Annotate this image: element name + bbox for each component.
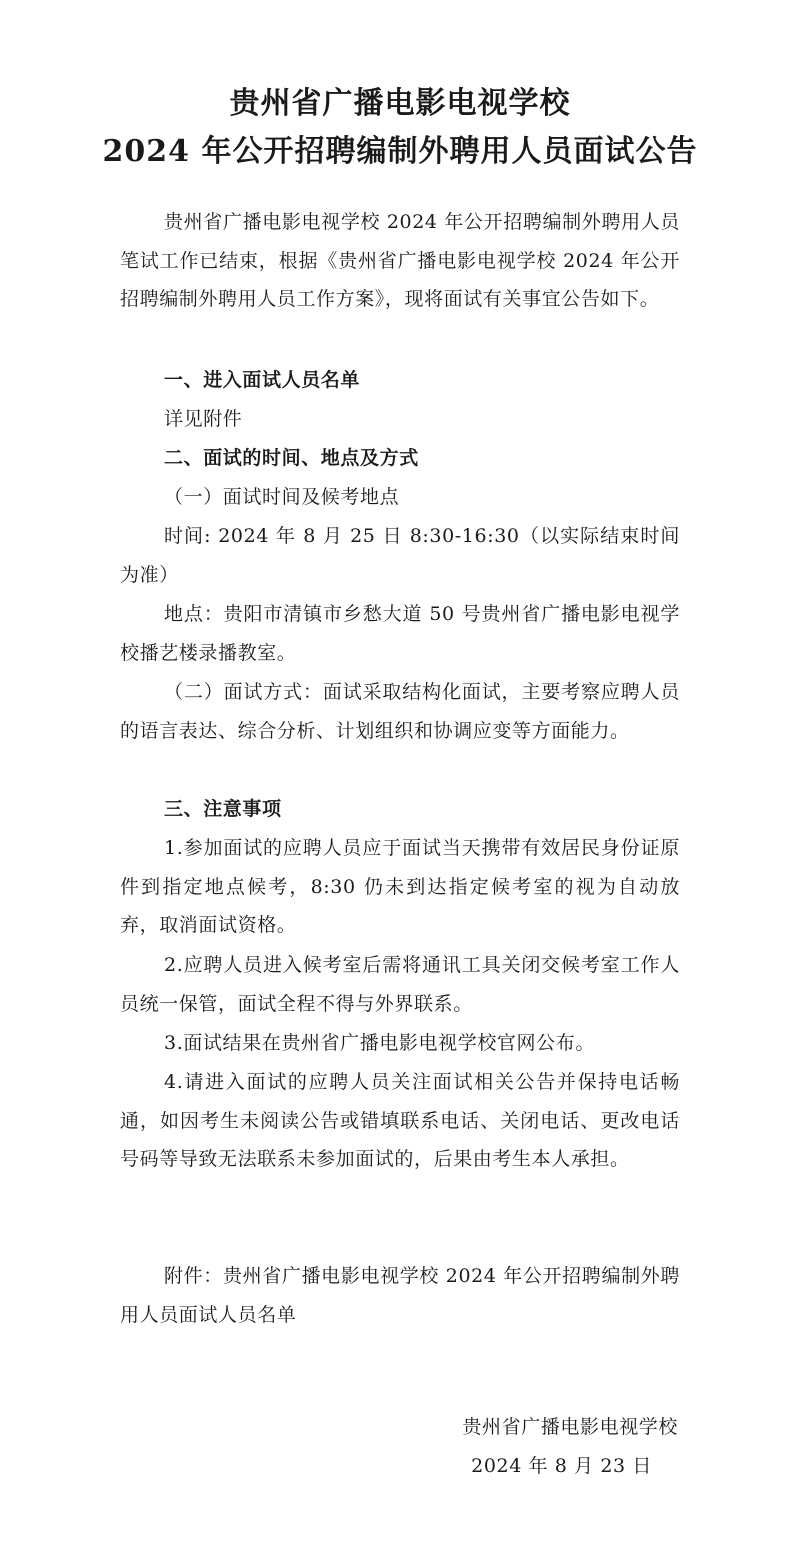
interview-location: 地点：贵阳市清镇市乡愁大道 50 号贵州省广播电影电视学校播艺楼录播教室。 <box>120 603 680 664</box>
section-1-heading: 一、进入面试人员名单 <box>164 369 361 391</box>
attachment-note: 附件：贵州省广播电影电视学校 2024 年公开招聘编制外聘用人员面试人员名单 <box>120 1265 680 1326</box>
section-2-heading: 二、面试的时间、地点及方式 <box>164 447 419 469</box>
title-line-2: 2024 年公开招聘编制外聘用人员面试公告 <box>102 134 698 169</box>
signature-date: 2024 年 8 月 23 日 <box>471 1455 652 1477</box>
notice-item-4: 4.请进入面试的应聘人员关注面试相关公告并保持电话畅通，如因考生未阅读公告或错填联系电话、关闭电话、更改电话号码等导致无法联系未参加面试的，后果由考生本人承担。 <box>120 1071 680 1171</box>
section-3-heading: 三、注意事项 <box>164 798 282 820</box>
notice-item-3: 3.面试结果在贵州省广播电影电视学校官网公布。 <box>164 1032 595 1054</box>
notice-item-1: 1.参加面试的应聘人员应于面试当天携带有效居民身份证原件到指定地点候考，8:30 仍未到达指定候考室的视为自动放弃，取消面试资格。 <box>120 837 680 937</box>
section-1-body: 详见附件 <box>164 408 243 430</box>
notice-item-2: 2.应聘人员进入候考室后需将通讯工具关闭交候考室工作人员统一保管，面试全程不得与外界联系。 <box>120 954 680 1015</box>
section-2-sub-1: （一）面试时间及候考地点 <box>164 486 400 508</box>
interview-time: 时间: 2024 年 8 月 25 日 8:30-16:30（以实际结束时间为准） <box>120 525 680 586</box>
intro-paragraph: 贵州省广播电影电视学校 2024 年公开招聘编制外聘用人员笔试工作已结束，根据《贵州省广播电影电视学校 2024 年公开招聘编制外聘用人员工作方案》，现将面试有关事宜公告如下。 <box>120 211 680 311</box>
title-line-1: 贵州省广播电影电视学校 <box>229 86 571 121</box>
interview-method: （二）面试方式：面试采取结构化面试，主要考察应聘人员的语言表达、综合分析、计划组织和协调应变等方面能力。 <box>120 681 680 742</box>
signature-org: 贵州省广播电影电视学校 <box>462 1416 678 1438</box>
